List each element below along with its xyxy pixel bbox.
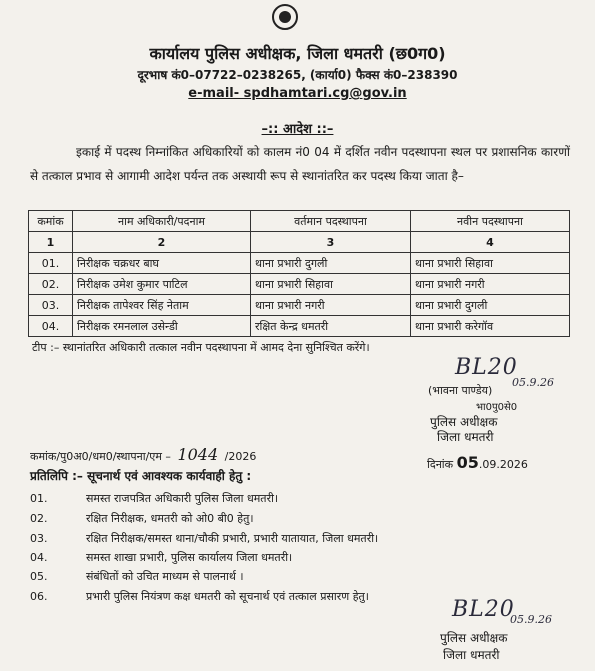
date-day: 05 [456,453,479,472]
row-current-posting: थाना प्रभारी सिहावा [251,274,411,295]
col-header-serial: कमांक [29,211,73,232]
date-label: दिनांक [427,458,454,471]
list-item-text: रक्षित निरीक्षक/समस्त थाना/चौकी प्रभारी, प्रभारी यातायात, जिला धमतरी। [86,532,379,545]
signature-scribble: BL20 [455,355,518,380]
table-row [29,253,570,274]
note-text: टीप :– स्थानांतरित अधिकारी तत्काल नवीन पदस्थापना में आमद देना सुनिश्चित करेंगे। [32,341,370,354]
list-item [30,491,570,506]
row-officer-name: निरीक्षक उमेश कुमार पाटिल [73,274,251,295]
row-new-posting: थाना प्रभारी करेगॉव [411,316,570,337]
list-item-number: 06. [30,590,48,603]
list-item-text: समस्त शाखा प्रभारी, पुलिस कार्यालय जिला धमतरी। [86,551,293,564]
col-header-current-posting: वर्तमान पदस्थापना [251,211,411,232]
table-row [29,295,570,316]
signatory-name: (भावना पाण्डेय) [428,384,493,397]
row-new-posting: थाना प्रभारी नगरी [411,274,570,295]
list-item-text: प्रभारी पुलिस नियंत्रण कक्ष धमतरी को सूचनार्थ एवं तत्काल प्रसारण हेतु। [86,590,369,603]
list-item-number: 02. [30,512,48,525]
table-row [29,274,570,295]
order-intro: इकाई में पदस्थ निम्नांकित अधिकारियों को कालम नं0 04 में दर्शित नवीन पदस्थापना स्थल पर प्रशासनिक कारणों से तत्काल प्रभाव से आगामी आदेश पर्यन्त तक अस्थायी रूप से स्थानांतरित कर पदस्थ किया जाता है– [30,145,570,183]
reference-suffix: /2026 [224,450,257,463]
col-number: 3 [251,232,411,253]
office-email: e-mail- spdhamtari.cg@gov.in [188,86,407,101]
row-serial: 01. [29,253,73,274]
row-officer-name: निरीक्षक रमनलाल उसेन्डी [73,316,251,337]
transfer-table [28,210,570,337]
office-title: कार्यालय पुलिस अधीक्षक, जिला धमतरी (छ0ग0) [149,44,446,63]
col-number: 1 [29,232,73,253]
list-item [30,569,570,584]
list-item-number: 05. [30,570,48,583]
row-serial: 03. [29,295,73,316]
table-header-row [29,211,570,232]
signatory-designation: पुलिस अधीक्षक [440,631,508,645]
reference-number [30,445,256,464]
signatory-designation: पुलिस अधीक्षक [430,415,498,429]
row-officer-name: निरीक्षक चक्रधर बाघ [73,253,251,274]
date-rest: .09.2026 [478,458,528,471]
row-current-posting: रक्षित केन्द्र धमतरी [251,316,411,337]
col-header-new-posting: नवीन पदस्थापना [411,211,570,232]
signatory-rank: भा0पु0से0 [476,402,518,413]
row-current-posting: थाना प्रभारी नगरी [251,295,411,316]
signature-scribble: BL20 [452,597,515,622]
list-item [30,550,570,565]
list-item-text: समस्त राजपत्रित अधिकारी पुलिस जिला धमतरी। [86,492,279,505]
column-number-row [29,232,570,253]
row-serial: 04. [29,316,73,337]
row-current-posting: थाना प्रभारी दुगली [251,253,411,274]
reference-handwritten-number: 1044 [177,445,219,464]
reference-prefix: कमांक/पु0अ0/धम0/स्थापना/एम – [30,450,171,463]
row-new-posting: थाना प्रभारी दुगली [411,295,570,316]
order-date [427,453,528,472]
police-emblem-icon [272,4,298,30]
list-item [30,531,570,546]
list-item [30,511,570,526]
row-new-posting: थाना प्रभारी सिहावा [411,253,570,274]
list-item-text: संबंधितों को उचित माध्यम से पालनार्थ । [86,570,244,583]
signatory-district: जिला धमतरी [443,648,500,662]
copy-to-title: प्रतिलिपि :– सूचनार्थ एवं आवश्यक कार्यवाही हेतु : [30,469,252,483]
col-number: 4 [411,232,570,253]
row-serial: 02. [29,274,73,295]
order-title: –:: आदेश ::– [261,122,334,137]
table-row [29,316,570,337]
office-phone: दूरभाष कं0–07722–0238265, (कार्या0) फैक्स कं0–238390 [137,68,458,82]
list-item-number: 03. [30,532,48,545]
signature-handwritten-date: 05.9.26 [512,376,554,389]
row-officer-name: निरीक्षक तापेश्वर सिंह नेताम [73,295,251,316]
signature-handwritten-date: 05.9.26 [510,613,552,626]
list-item-text: रक्षित निरीक्षक, धमतरी को ओ0 बी0 हेतु। [86,512,254,525]
signatory-district: जिला धमतरी [437,430,494,444]
list-item-number: 01. [30,492,48,505]
list-item-number: 04. [30,551,48,564]
col-header-name: नाम अधिकारी/पदनाम [73,211,251,232]
col-number: 2 [73,232,251,253]
